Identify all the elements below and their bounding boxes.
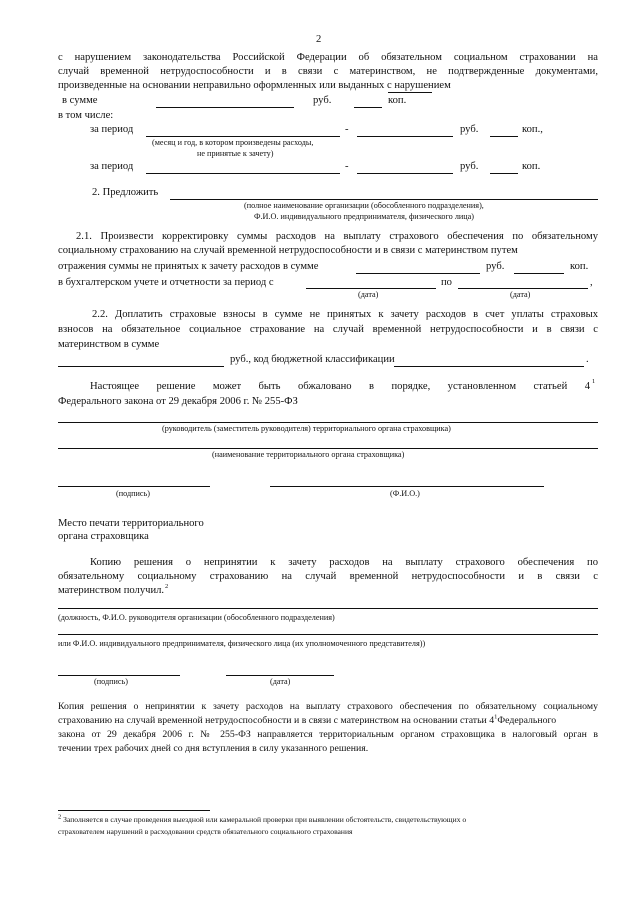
item21-line-4: в бухгалтерском учете и отчетности за период с bbox=[58, 277, 274, 288]
item21-date-from-field[interactable] bbox=[306, 288, 436, 289]
footnote-sup: 2 bbox=[58, 813, 62, 821]
sum-rub-field[interactable] bbox=[156, 107, 294, 108]
item22-line-3: материнством в сумме bbox=[58, 339, 160, 350]
receipt-signature-field[interactable] bbox=[58, 675, 180, 676]
ip-line[interactable] bbox=[58, 634, 598, 635]
period-to-field-2[interactable] bbox=[357, 173, 453, 174]
footnote-line-2: страхователем нарушений в расходовании средств обязательного социального страхования bbox=[58, 827, 353, 836]
item21-sum-rub-field[interactable] bbox=[356, 273, 480, 274]
receipt-date-note: (дата) bbox=[270, 677, 291, 686]
position-line[interactable] bbox=[58, 608, 598, 609]
closing-sup: 1 bbox=[494, 713, 498, 721]
period-kop-field-2[interactable] bbox=[490, 173, 518, 174]
closing-line-2a: страхованию на случай временной нетрудоспособности и в связи с материнством на основании статьи 4 bbox=[58, 715, 495, 726]
sum-label: в сумме bbox=[62, 95, 98, 106]
signature-field[interactable] bbox=[58, 486, 210, 487]
seal-line-2: органа страховщика bbox=[58, 531, 149, 542]
item21-comma: , bbox=[590, 277, 593, 288]
period-rub-label-2: руб. bbox=[460, 161, 479, 172]
organization-note-1: (полное наименование организации (обособленного подразделения), bbox=[244, 201, 484, 210]
head-signature-line[interactable] bbox=[58, 422, 598, 423]
period-dash-1: - bbox=[345, 124, 349, 135]
period-from-field-1[interactable] bbox=[146, 136, 340, 137]
sum-kop-field[interactable] bbox=[354, 107, 382, 108]
period-label-1: за период bbox=[90, 124, 134, 135]
period-kop-label-2: коп. bbox=[522, 161, 541, 172]
period-rub-label-1: руб. bbox=[460, 124, 479, 135]
fio-field[interactable] bbox=[270, 486, 544, 487]
closing-line-1: Копия решения о непринятии к зачету расходов на выплату страхового обеспечения по обязательному социальному bbox=[58, 701, 598, 712]
item22-line-1: 2.2. Доплатить страховые взносы в сумме не принятых к зачету расходов в счет уплаты страховых bbox=[92, 309, 598, 320]
item21-kop-label: коп. bbox=[570, 261, 589, 272]
period-from-field-2[interactable] bbox=[146, 173, 340, 174]
org-name-line[interactable] bbox=[58, 448, 598, 449]
item21-date-to-field[interactable] bbox=[458, 288, 588, 289]
item21-po-label: по bbox=[441, 277, 452, 288]
period-to-field-1[interactable] bbox=[357, 136, 453, 137]
item22-period: . bbox=[586, 354, 589, 365]
receipt-sup: 2 bbox=[165, 583, 169, 590]
item21-date-to-note: (дата) bbox=[510, 290, 531, 299]
including-label: в том числе: bbox=[58, 110, 114, 121]
period-kop-label-1: коп., bbox=[522, 124, 543, 135]
item21-line-3: отражения суммы не принятых к зачету расходов в сумме bbox=[58, 261, 319, 272]
intro-line-1: с нарушением законодательства Российской Федерации об обязательном социальном страховании на bbox=[58, 52, 598, 63]
item22-sum-field[interactable] bbox=[58, 366, 224, 367]
head-note: (руководитель (заместитель руководителя) территориального органа страховщика) bbox=[162, 424, 451, 433]
item21-sum-kop-field[interactable] bbox=[514, 273, 564, 274]
closing-line-2b: Федерального bbox=[497, 715, 557, 726]
appeal-line-2: Федерального закона от 29 декабря 2006 г. № 255-ФЗ bbox=[58, 396, 298, 407]
item22-rub-kbk-label: руб., код бюджетной классификации bbox=[230, 354, 395, 365]
appeal-line-1: Настоящее решение может быть обжаловано в порядке, установленном статьей 4 bbox=[90, 381, 590, 392]
appeal-sup: 1 bbox=[592, 378, 596, 385]
organization-name-field[interactable] bbox=[170, 199, 598, 200]
closing-line-3: закона от 29 декабря 2006 г. № 255-ФЗ направляется территориальным органом страховщика в налоговый орган в bbox=[58, 729, 598, 740]
period-label-2: за период bbox=[90, 161, 134, 172]
seal-line-1: Место печати территориального bbox=[58, 518, 204, 529]
item21-line-2: социальному страхованию на случай временной нетрудоспособности и в связи с материнством путем bbox=[58, 245, 518, 256]
item22-kbk-field[interactable] bbox=[394, 366, 584, 367]
footnote-line-1 bbox=[58, 815, 466, 825]
sum-underline-source bbox=[388, 92, 432, 93]
page-number: 2 bbox=[316, 34, 322, 45]
signature-note: (подпись) bbox=[116, 489, 150, 498]
item21-date-from-note: (дата) bbox=[358, 290, 379, 299]
footnote-separator bbox=[58, 810, 210, 811]
intro-line-2: случай временной нетрудоспособности и в связи с материнством, не подтвержденные документами, bbox=[58, 66, 598, 77]
organization-note-2: Ф.И.О. индивидуального предпринимателя, физического лица) bbox=[254, 212, 475, 221]
period-note-2: не принятые к зачету) bbox=[197, 149, 274, 158]
position-note: (должность, Ф.И.О. руководителя организации (обособленного подразделения) bbox=[58, 613, 335, 622]
sum-rub-label: руб. bbox=[313, 95, 332, 106]
footnote-text-1: Заполняется в случае проведения выездной или камеральной проверки при выявлении обстоятельств, свидетельствующих о bbox=[63, 815, 467, 824]
ip-note: или Ф.И.О. индивидуального предпринимателя, физического лица (их уполномоченного представителя)) bbox=[58, 639, 426, 648]
org-name-note: (наименование территориального органа страховщика) bbox=[212, 450, 405, 459]
receipt-line-1: Копию решения о непринятии к зачету расходов на выплату страхового обеспечения по bbox=[90, 557, 598, 568]
item22-line-2: взносов на обязательное социальное страхование на случай временной нетрудоспособности и в связи с bbox=[58, 324, 598, 335]
receipt-date-field[interactable] bbox=[226, 675, 334, 676]
receipt-line-2: обязательному социальному страхованию на случай временной нетрудоспособности и в связи с bbox=[58, 571, 598, 582]
closing-line-4: течении трех рабочих дней со дня вступления в силу указанного решения. bbox=[58, 743, 369, 754]
intro-line-3: произведенные на основании неправильно оформленных или выданных с нарушением bbox=[58, 80, 451, 91]
receipt-signature-note: (подпись) bbox=[94, 677, 128, 686]
fio-note: (Ф.И.О.) bbox=[390, 489, 420, 498]
receipt-line-3: материнством получил. bbox=[58, 585, 165, 596]
item21-line-1: 2.1. Произвести корректировку суммы расходов на выплату страхового обеспечения по обязательному bbox=[76, 231, 598, 242]
period-kop-field-1[interactable] bbox=[490, 136, 518, 137]
period-note-1: (месяц и год, в котором произведены расходы, bbox=[152, 138, 314, 147]
period-dash-2: - bbox=[345, 161, 349, 172]
sum-kop-label: коп. bbox=[388, 95, 407, 106]
closing-line-2 bbox=[58, 715, 556, 727]
item2-label: 2. Предложить bbox=[92, 187, 159, 198]
item21-rub-label: руб. bbox=[486, 261, 505, 272]
